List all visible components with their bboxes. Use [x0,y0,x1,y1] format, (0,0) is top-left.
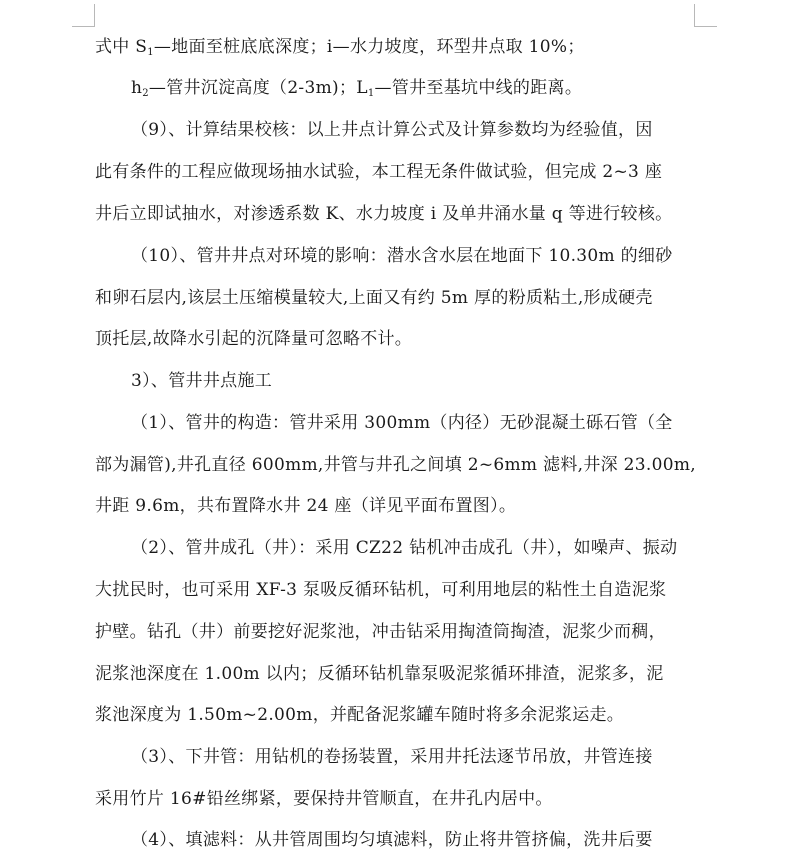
text-line: 顶托层,故降水引起的沉降量可忽略不计。 [95,329,413,349]
text-line: （2）、管井成孔（井）：采用 CZ22 钻机冲击成孔（井），如噪声、振动 [131,538,678,558]
text-line: 护壁。钻孔（井）前要挖好泥浆池，冲击钻采用掏渣筒掏渣，泥浆少而稠， [95,622,666,642]
text-line: （4）、填滤料：从井管周围均匀填滤料，防止将井管挤偏，洗井后要 [131,830,653,850]
text-line: （3）、下井管：用钻机的卷扬装置，采用井托法逐节吊放，井管连接 [131,747,653,767]
section-heading: 3）、管井井点施工 [131,371,273,391]
text-line: 采用竹片 16#铅丝绑紧，要保持井管顺直，在井孔内居中。 [95,789,553,809]
text-line: 式中 $S_1—$地面至桩底底深度；i—水力坡度，环型井点取 10%； [95,37,585,58]
text-line: $h_2—$管井沉淀高度（2-3m)；$L_1—$管井至基坑中线的距离。 [131,78,583,99]
text-line: 浆池深度为 1.50m~2.00m，并配备泥浆罐车随时将多余泥浆运走。 [95,705,625,725]
text-line: 大扰民时，也可采用 XF-3 泵吸反循环钻机，可利用地层的粘性土自造泥浆 [95,580,667,600]
text-line: 井距 9.6m，共布置降水井 24 座（详见平面布置图）。 [95,496,517,516]
text-line: 井后立即试抽水，对渗透系数 K、水力坡度 i 及单井涌水量 q 等进行较核。 [95,204,673,224]
text-line: 此有条件的工程应做现场抽水试验，本工程无条件做试验，但完成 2~3 座 [95,162,663,182]
text-line: 和卵石层内,该层土压缩模量较大,上面又有约 5m 厚的粉质粘土,形成硬壳 [95,288,653,308]
text-line: 部为漏管),井孔直径 600mm,井管与井孔之间填 2~6mm 滤料,井深 23.00m, [95,455,696,475]
page-corner-mark-left [72,4,95,27]
text-line: （1）、管井的构造：管井采用 300mm（内径）无砂混凝土砾石管（全 [131,413,673,433]
page-corner-mark-right [694,4,717,27]
text-line: （10）、管井井点对环境的影响：潜水含水层在地面下 10.30m 的细砂 [131,246,673,266]
text-line: 泥浆池深度在 1.00m 以内；反循环钻机靠泵吸泥浆循环排渣，泥浆多，泥 [95,664,664,684]
text-line: （9）、计算结果校核：以上井点计算公式及计算参数均为经验值，因 [131,120,653,140]
